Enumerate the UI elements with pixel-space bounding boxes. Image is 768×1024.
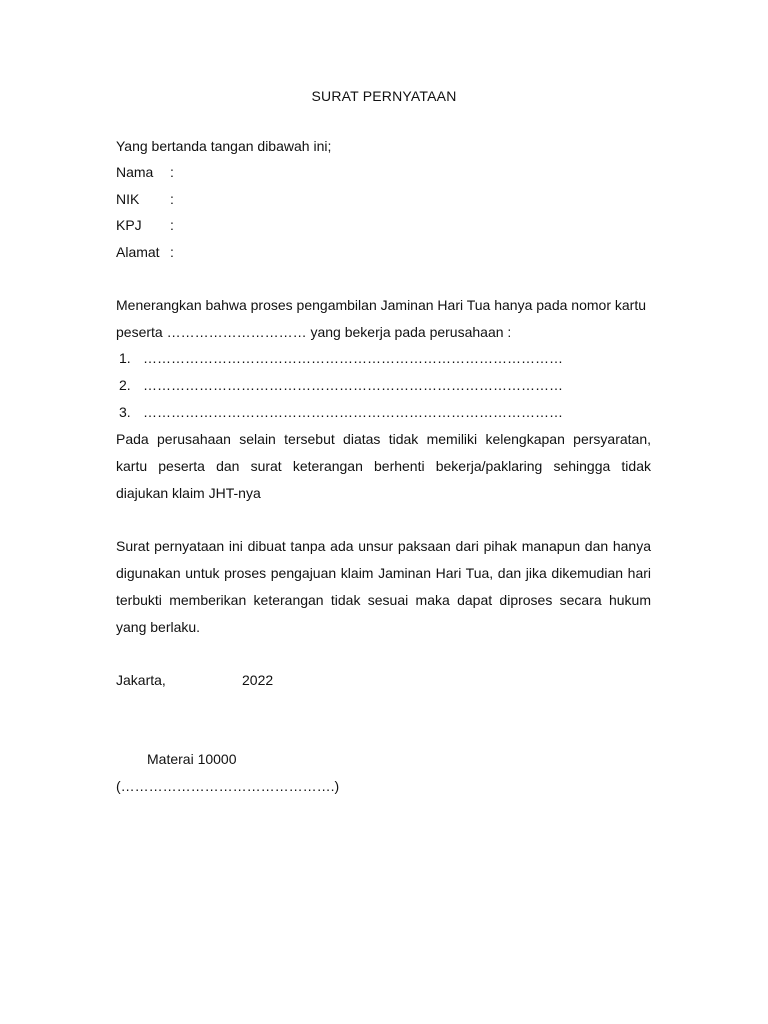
field-colon: : <box>170 244 174 260</box>
paragraph-line: diajukan klaim JHT-nya <box>116 485 261 501</box>
field-colon: : <box>170 191 174 207</box>
place-text: Jakarta, <box>116 672 166 688</box>
paragraph-line: digunakan untuk proses pengajuan klaim Jaminan Hari Tua, dan jika dikemudian hari <box>116 565 651 581</box>
field-colon: : <box>170 217 174 233</box>
paragraph-line: terbukti memberikan keterangan tidak sesuai maka dapat diproses secara hukum <box>116 592 651 608</box>
field-label: Nama <box>116 164 154 180</box>
statement-line: peserta ………………………… yang bekerja pada perusahaan : <box>116 324 512 340</box>
list-number: 1. <box>119 350 131 366</box>
year-text: 2022 <box>242 672 274 688</box>
field-label: KPJ <box>116 217 142 233</box>
list-number: 3. <box>119 404 131 420</box>
paragraph-line: kartu peserta dan surat keterangan berhenti bekerja/paklaring sehingga tidak <box>116 458 651 474</box>
list-placeholder: ……………………………………………………………………………… <box>143 350 563 366</box>
field-label: Alamat <box>116 244 160 260</box>
intro-text: Yang bertanda tangan dibawah ini; <box>116 138 332 154</box>
paragraph-line: yang berlaku. <box>116 619 201 635</box>
paragraph-line: Pada perusahaan selain tersebut diatas tidak memiliki kelengkapan persyaratan, <box>116 431 651 447</box>
field-colon: : <box>170 164 174 180</box>
list-placeholder: ……………………………………………………………………………… <box>143 377 563 393</box>
signature-line: (……………………………………….) <box>116 778 340 794</box>
field-label: NIK <box>116 191 140 207</box>
statement-line: Menerangkan bahwa proses pengambilan Jaminan Hari Tua hanya pada nomor kartu <box>116 297 646 313</box>
list-placeholder: ……………………………………………………………………………… <box>143 404 563 420</box>
list-number: 2. <box>119 377 131 393</box>
paragraph-line: Surat pernyataan ini dibuat tanpa ada unsur paksaan dari pihak manapun dan hanya <box>116 538 651 554</box>
stamp-label: Materai 10000 <box>147 751 237 767</box>
document-title: SURAT PERNYATAAN <box>311 88 457 104</box>
